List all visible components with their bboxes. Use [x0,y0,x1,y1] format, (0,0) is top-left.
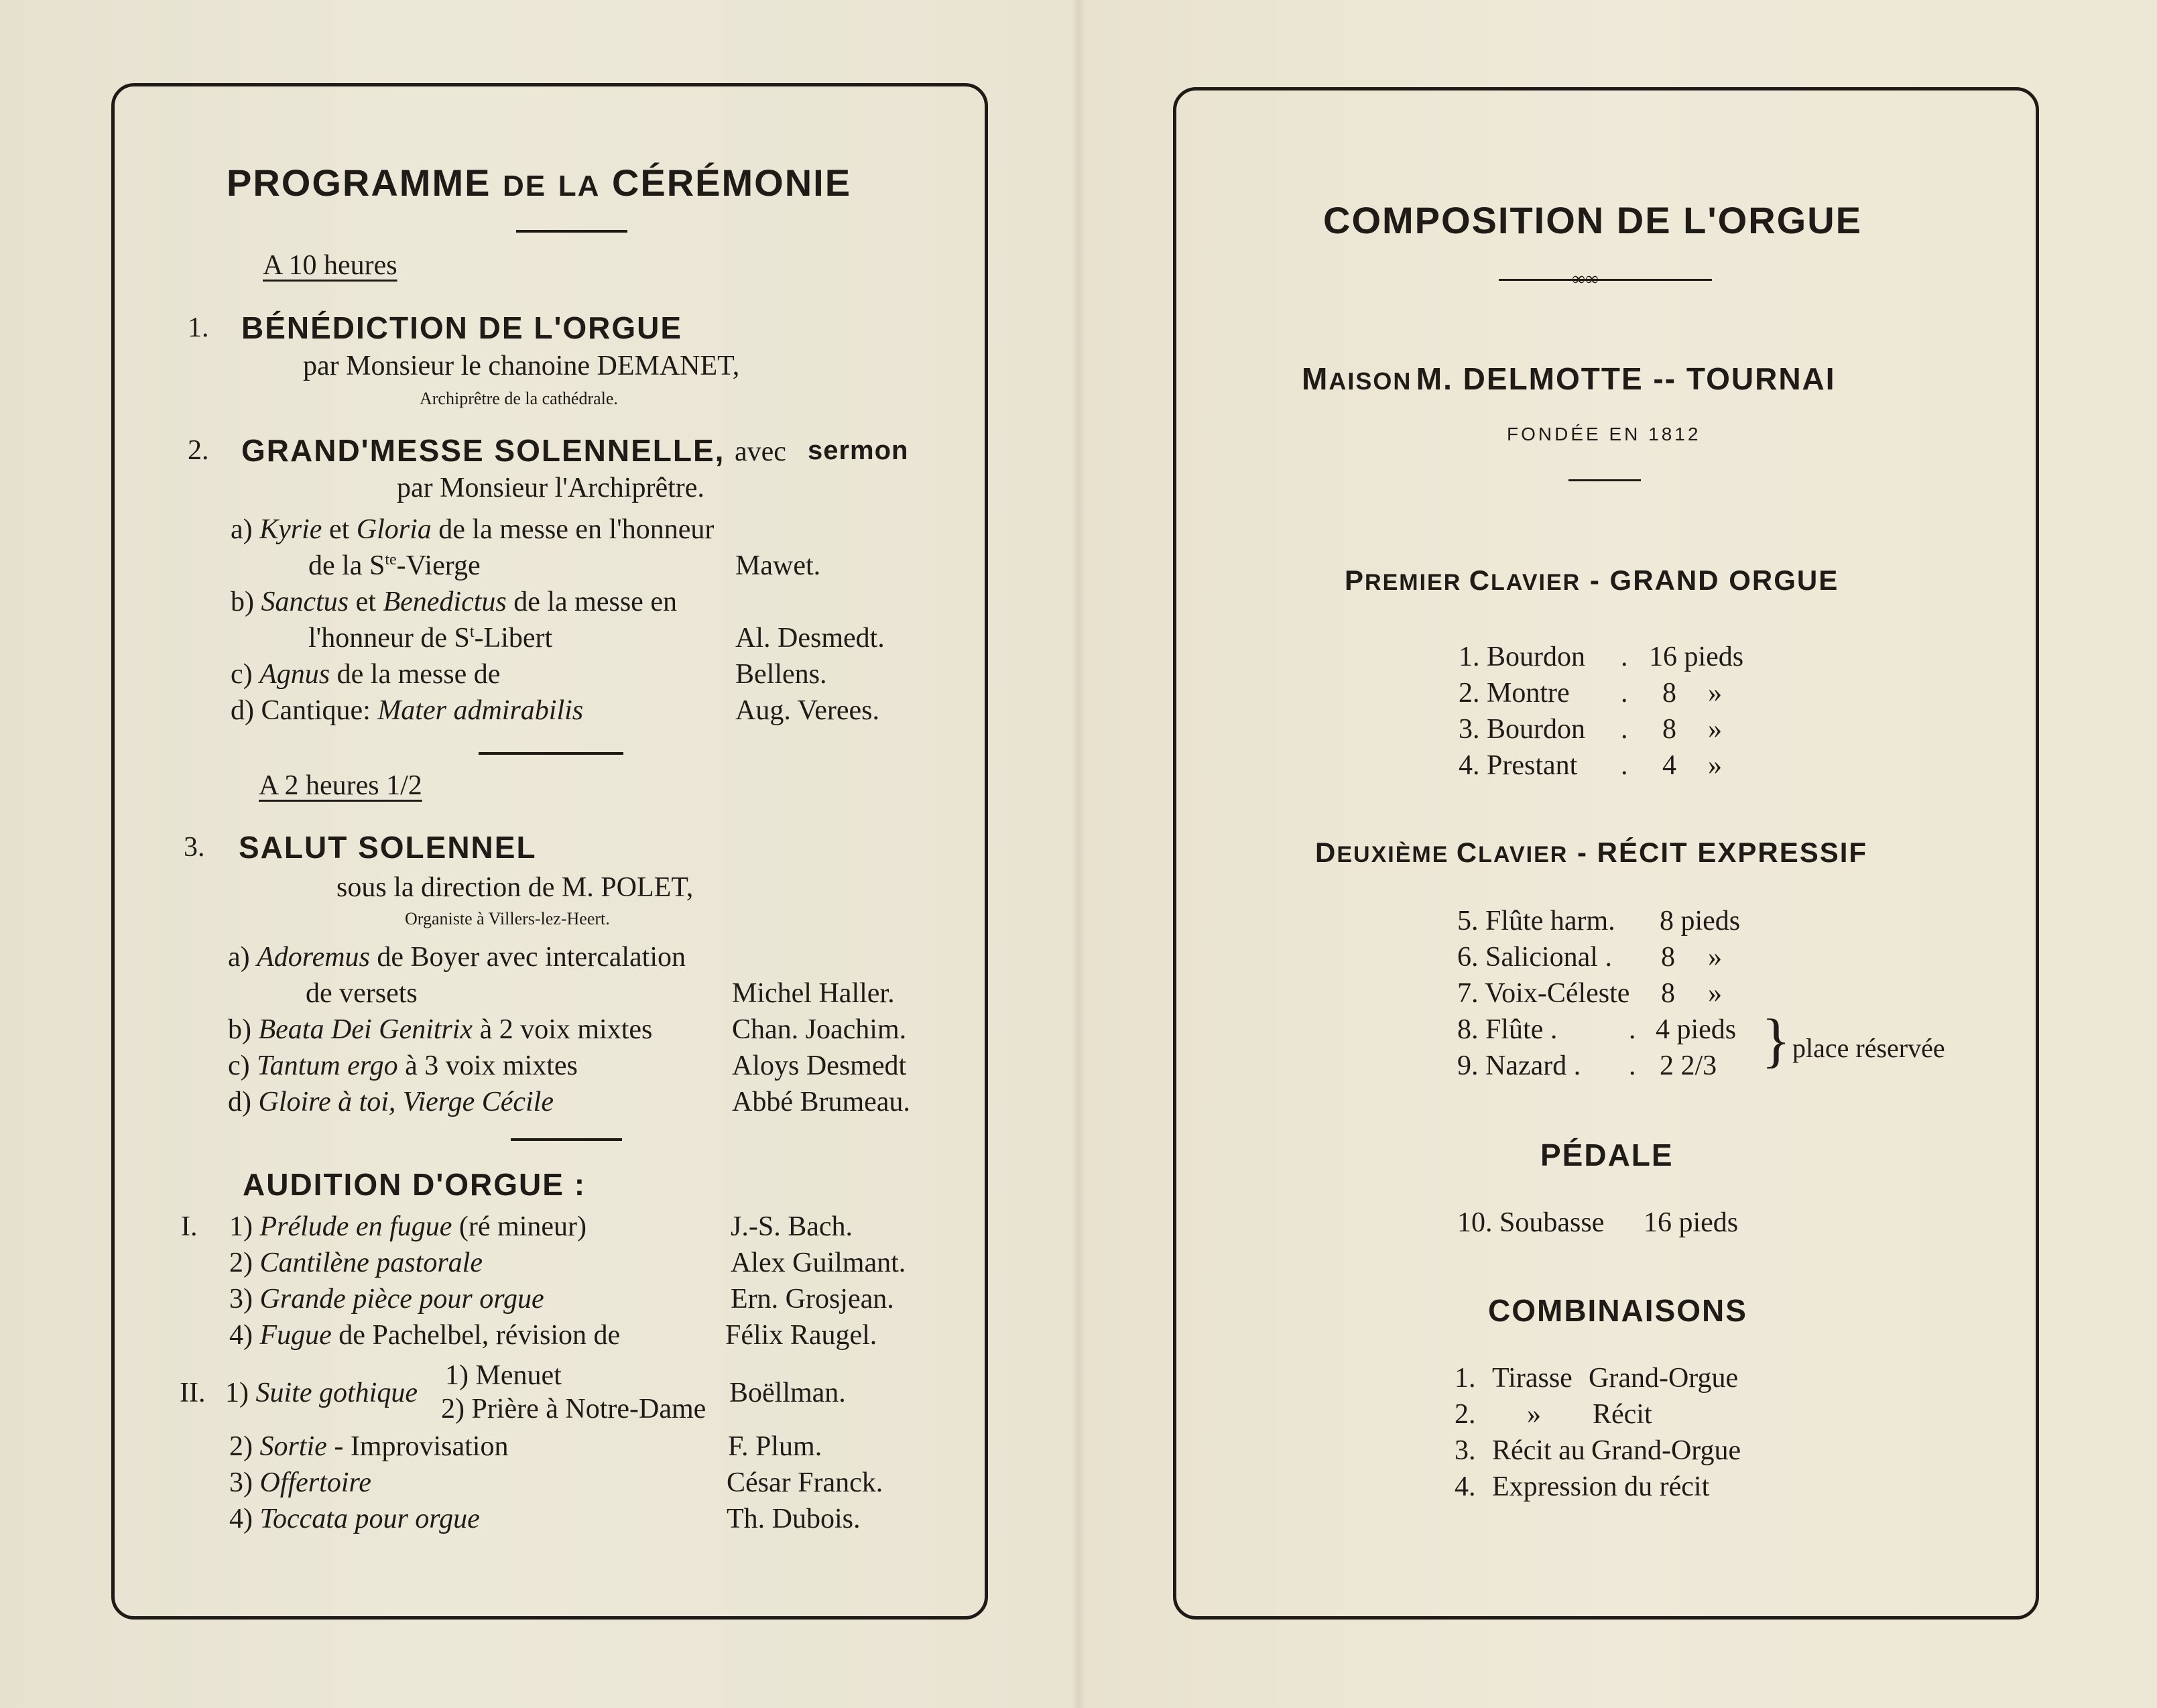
item1-title: BÉNÉDICTION DE L'ORGUE [241,310,683,345]
item2-line-b: b) Sanctus et Benedictus de la messe en [231,587,677,617]
suite-sub-1: 1) Menuet [445,1360,562,1391]
divider-ornament: ∞∞ [1572,269,1599,290]
item2-line-d: d) Cantique: Mater admirabilis [231,695,584,726]
stop-6: 6. Salicional . [1457,942,1612,973]
audition-1-2: 2) Cantilène pastorale [229,1247,483,1278]
stop-8: 8. Flûte . [1457,1014,1558,1045]
stop-8-dot: . [1629,1014,1636,1045]
stop-3-dot: . [1621,714,1628,745]
composer-desmedt: Al. Desmedt. [735,623,885,654]
composition-title: COMPOSITION DE L'ORGUE [1323,199,1863,241]
item3-by: sous la direction de M. POLET, [336,872,694,903]
audition-2-4: 4) Toccata pour orgue [229,1504,480,1534]
pedale-title: PÉDALE [1540,1138,1674,1172]
composer-joachim: Chan. Joachim. [732,1014,907,1045]
composer-dubois: Th. Dubois. [727,1504,861,1534]
combo-2-num: 2. [1455,1399,1476,1430]
maison-line: MAISON M. DELMOTTE -- TOURNAI [1302,361,1836,396]
programme-title: PROGRAMME DE LA CÉRÉMONIE [227,162,852,204]
composer-franck: César Franck. [727,1467,883,1498]
item3-title: SALUT SOLENNEL [239,830,537,865]
item3-role: Organiste à Villers-lez-Heert. [405,909,610,928]
combo-3-a: Récit au [1492,1435,1585,1466]
morning-time: A 10 heures [263,250,397,281]
composer-grosjean: Ern. Grosjean. [731,1284,894,1315]
pedale-size: 16 pieds [1644,1207,1739,1238]
suite-sub-2: 2) Prière à Notre-Dame [441,1394,706,1424]
stop-4-size: 4 [1662,750,1676,781]
item3-number: 3. [184,832,205,863]
item3-line-b: b) Beata Dei Genitrix à 2 voix mixtes [228,1014,653,1045]
combo-2-a: » [1527,1399,1541,1430]
composer-aloys-desmedt: Aloys Desmedt [732,1050,907,1081]
stop-1-size: 16 pieds [1649,642,1744,672]
composer-plum: F. Plum. [728,1431,822,1462]
part2-label: II. [180,1378,206,1408]
stop-3: 3. Bourdon [1459,714,1585,745]
item2-sermon: sermon [808,436,909,465]
stop-5-size: 8 pieds [1660,906,1741,936]
combo-2-b: Récit [1593,1399,1652,1430]
divider-1 [479,752,623,755]
composer-raugel: Félix Raugel. [725,1320,877,1351]
combo-1-num: 1. [1455,1363,1476,1394]
stop-5: 5. Flûte harm. [1457,906,1615,936]
combo-3-num: 3. [1455,1435,1476,1466]
stop-9-size: 2 2/3 [1660,1050,1717,1081]
stop-7: 7. Voix-Céleste [1457,978,1630,1009]
combinaisons-title: COMBINAISONS [1488,1293,1747,1328]
stop-6-ditto: » [1708,942,1722,973]
stop-2-size: 8 [1662,678,1676,709]
composer-boellman: Boëllman. [729,1378,846,1408]
item2-line-a2: de la $S^{te}$-Vierge [308,550,481,581]
audition-2-2: 2) Sortie - Improvisation [229,1431,509,1462]
stop-8-size: 4 pieds [1656,1014,1737,1045]
suite-gothique: 1) Suite gothique [225,1378,418,1408]
stop-2-ditto: » [1708,678,1722,709]
pedale-stop: 10. Soubasse [1457,1207,1605,1238]
item2-line-c: c) Agnus de la messe de [231,659,501,690]
item3-line-c: c) Tantum ergo à 3 voix mixtes [228,1050,578,1081]
stop-6-size: 8 [1661,942,1675,973]
item2-number: 2. [188,435,209,466]
combo-3-b: Grand-Orgue [1591,1435,1741,1466]
combo-4-a: Expression du récit [1492,1471,1710,1502]
part1-label: I. [181,1211,198,1242]
stop-7-size: 8 [1661,978,1675,1009]
title-divider [516,230,627,233]
composer-verees: Aug. Verees. [735,695,880,726]
audition-1-3: 3) Grande pièce pour orgue [229,1284,544,1315]
fondee-divider [1568,479,1641,481]
place-reservee: place réservée [1792,1033,1945,1063]
stop-7-ditto: » [1708,978,1722,1009]
combo-1-a: Tirasse [1492,1363,1573,1394]
composer-mawet: Mawet. [735,550,821,581]
item2-avec: avec [735,436,786,467]
stop-2-dot: . [1621,678,1628,709]
composer-bellens: Bellens. [735,659,827,690]
item2-by: par Monsieur l'Archiprêtre. [397,473,704,503]
item3-line-d: d) Gloire à toi, Vierge Cécile [228,1087,554,1117]
composition-divider [1499,279,1712,281]
brace-icon: } [1762,1008,1791,1074]
stop-4-ditto: » [1708,750,1722,781]
clavier1-heading: PREMIER CLAVIER - GRAND ORGUE [1345,564,1839,596]
item2-line-a: a) Kyrie et Gloria de la messe en l'honneur [231,514,715,545]
audition-1-1: 1) Prélude en fugue (ré mineur) [229,1211,587,1242]
combo-4-num: 4. [1455,1471,1476,1502]
item1-by: par Monsieur le chanoine DEMANET, [303,351,740,381]
audition-1-4: 4) Fugue de Pachelbel, révision de [229,1320,621,1351]
stop-4-dot: . [1621,750,1628,781]
stop-1-dot: . [1621,642,1628,672]
item2-line-b2: l'honneur de $S^t$-Libert [308,623,553,654]
stop-9: 9. Nazard . [1457,1050,1581,1081]
item1-role: Archiprêtre de la cathédrale. [420,389,618,408]
composer-guilmant: Alex Guilmant. [731,1247,906,1278]
stop-1: 1. Bourdon [1459,642,1585,672]
audition-title: AUDITION D'ORGUE : [243,1167,587,1202]
stop-4: 4. Prestant [1459,750,1578,781]
clavier2-heading: DEUXIÈME CLAVIER - RÉCIT EXPRESSIF [1315,837,1868,868]
composer-bach: J.-S. Bach. [731,1211,853,1242]
divider-2 [511,1138,622,1141]
item3-line-a: a) Adoremus de Boyer avec intercalation [228,942,686,973]
center-fold [1071,0,1086,1708]
fondee: FONDÉE EN 1812 [1507,424,1701,444]
composer-haller: Michel Haller. [732,978,895,1009]
composer-brumeau: Abbé Brumeau. [732,1087,910,1117]
stop-2: 2. Montre [1459,678,1570,709]
stop-3-ditto: » [1708,714,1722,745]
item1-number: 1. [188,312,209,343]
combo-1-b: Grand-Orgue [1589,1363,1739,1394]
item3-line-a2: de versets [306,978,418,1009]
afternoon-time: A 2 heures 1/2 [259,770,422,801]
stop-9-dot: . [1629,1050,1636,1081]
item2-title: GRAND'MESSE SOLENNELLE, [241,433,725,468]
stop-3-size: 8 [1662,714,1676,745]
audition-2-3: 3) Offertoire [229,1467,371,1498]
